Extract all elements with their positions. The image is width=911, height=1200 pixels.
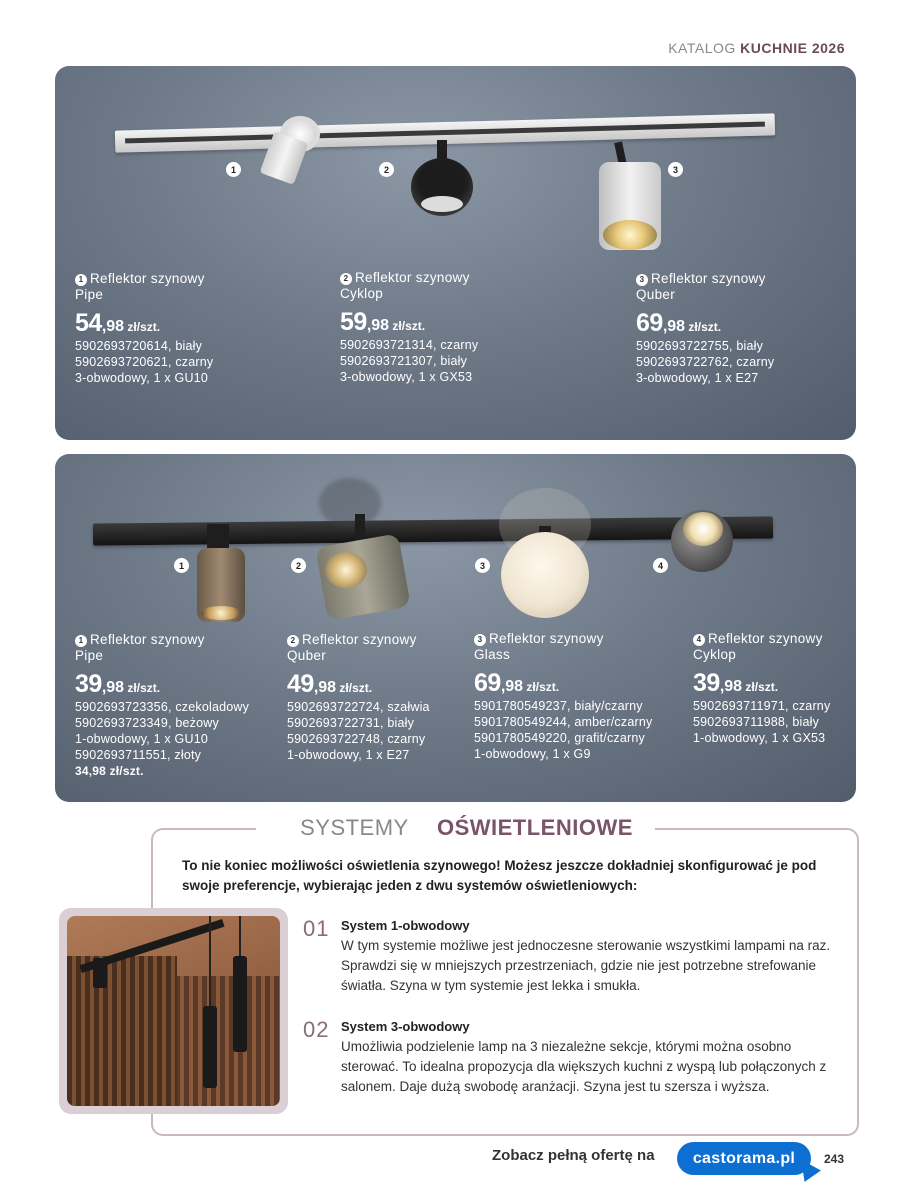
product-model: Quber (287, 648, 327, 663)
product-name: Reflektor szynowy (651, 271, 766, 286)
kitchen-lighting-photo (59, 908, 288, 1114)
systems-intro: To nie koniec możliwości oświetlenia szynowego! Możesz jeszcze dokładniej skonfigurować je pod swoje preferencje, wybierając jeden z dwu systemów oświetleniowych: (182, 858, 817, 893)
lamp-glass (495, 488, 595, 618)
page-number: 243 (824, 1152, 845, 1166)
castorama-link-button[interactable]: castorama.pl (677, 1142, 811, 1175)
lamp-pipe-chocolate (187, 520, 257, 624)
product-model: Cyklop (340, 286, 384, 301)
lamp-pipe-white (260, 116, 320, 186)
lamp-cyklop-black (407, 140, 477, 220)
product-name: Reflektor szynowy (708, 631, 823, 646)
section-title (0, 815, 911, 841)
badge: 2 (340, 273, 352, 285)
catalog-header (668, 40, 845, 56)
badge: 4 (693, 634, 705, 646)
badge: 3 (636, 274, 648, 286)
product-info (636, 271, 846, 386)
product-price: 39,98 zł/szt. (693, 669, 779, 697)
footer-text: Zobacz pełną ofertę na (492, 1147, 655, 1164)
system-number: 02 (303, 1017, 330, 1042)
product-price: 39,98 zł/szt. (75, 670, 161, 698)
badge: 2 (287, 635, 299, 647)
system-description: W tym systemie możliwe jest jednoczesne sterowanie wszystkimi lampami na raz. Sprawdzi się w mniejszych przestrzeniach, gdzie nie jest potrzebne strefowanie światła. Szyna w tym systemie jest lekka i smukła. (341, 938, 831, 993)
badge: 1 (75, 274, 87, 286)
product-price: 49,98 zł/szt. (287, 670, 373, 698)
section-title-bold: OŚWIETLENIOWE (436, 815, 633, 840)
product-name: Reflektor szynowy (90, 632, 205, 647)
product-info (287, 632, 477, 763)
product-panel-black-rail (55, 454, 856, 802)
system-title: System 3-obwodowy (341, 1019, 470, 1034)
system-title: System 1-obwodowy (341, 918, 470, 933)
product-codes: 5902693722755, biały 5902693722762, czarny 3-obwodowy, 1 x E27 (636, 339, 775, 385)
product-model: Pipe (75, 648, 104, 663)
product-number-1: 1 (226, 162, 241, 177)
product-codes: 5901780549237, biały/czarny 5901780549244, amber/czarny 5901780549220, grafit/czarny 1-obwodowy, 1 x G9 (474, 699, 653, 761)
lamp-quber-white (583, 142, 673, 254)
wood-slats (67, 956, 177, 1106)
product-price: 59,98 zł/szt. (340, 308, 426, 336)
photo-pendant (203, 1006, 217, 1088)
product-info (693, 631, 853, 746)
product-info (340, 270, 590, 385)
catalog-title: KUCHNIE 2026 (740, 40, 845, 56)
product-number-3: 3 (668, 162, 683, 177)
section-title-light: SYSTEMY (278, 815, 437, 840)
product-number-2: 2 (379, 162, 394, 177)
product-panel-white-rail (55, 66, 856, 440)
product-info (474, 631, 679, 762)
product-number-2: 2 (291, 558, 306, 573)
product-price: 69,98 zł/szt. (636, 309, 722, 337)
badge: 3 (474, 634, 486, 646)
system-number: 01 (303, 916, 330, 941)
product-number-4: 4 (653, 558, 668, 573)
photo-spot (93, 958, 107, 988)
product-name: Reflektor szynowy (302, 632, 417, 647)
lamp-quber-sage (313, 478, 413, 620)
product-codes: 5902693720614, biały 5902693720621, czarny 3-obwodowy, 1 x GU10 (75, 339, 214, 385)
product-price: 69,98 zł/szt. (474, 669, 560, 697)
product-codes: 5902693721314, czarny 5902693721307, biały 3-obwodowy, 1 x GX53 (340, 338, 479, 384)
product-number-3: 3 (475, 558, 490, 573)
photo-pendant (233, 956, 247, 1052)
product-price: 54,98 zł/szt. (75, 309, 161, 337)
product-name: Reflektor szynowy (489, 631, 604, 646)
product-model: Quber (636, 287, 676, 302)
product-name: Reflektor szynowy (90, 271, 205, 286)
system-description: Umożliwia podzielenie lamp na 3 niezależne sekcje, którymi można osobno sterować. To idealna propozycja dla większych kuchni z wyspą lub połączonych z salonem. Daje dużą swobodę aranżacji. Szyna jest tu szersza i wyższa. (341, 1039, 827, 1094)
product-info (75, 271, 325, 386)
product-model: Pipe (75, 287, 104, 302)
product-info (75, 632, 280, 779)
badge: 1 (75, 635, 87, 647)
product-model: Glass (474, 647, 511, 662)
product-codes: 5902693711971, czarny 5902693711988, biały 1-obwodowy, 1 x GX53 (693, 699, 831, 745)
lamp-cyklop-chrome (665, 506, 745, 578)
product-model: Cyklop (693, 647, 737, 662)
product-extra-price: 34,98 zł/szt. (75, 764, 144, 778)
product-codes: 5902693723356, czekoladowy 5902693723349, beżowy 1-obwodowy, 1 x GU10 5902693711551, złoty 34,98 zł/szt. (75, 699, 280, 779)
product-codes: 5902693722724, szałwia 5902693722731, biały 5902693722748, czarny 1-obwodowy, 1 x E27 (287, 700, 430, 762)
catalog-label: KATALOG (668, 40, 736, 56)
product-name: Reflektor szynowy (355, 270, 470, 285)
product-number-1: 1 (174, 558, 189, 573)
